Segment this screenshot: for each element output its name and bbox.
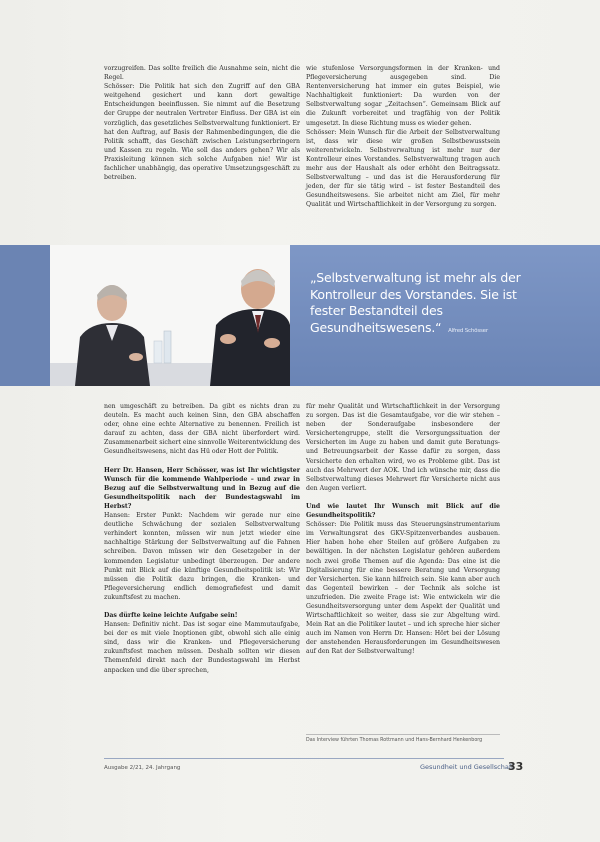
pull-quote-text: „Selbstverwaltung ist mehr als der Kontrolleur des Vorstandes. Sie ist fester Bestandteil des Gesundheitswesens.“ [310,270,521,335]
article-column-bottom-right [306,402,500,657]
caption-divider [306,734,500,735]
page-number: 33 [508,760,524,773]
paragraph: Schösser: Mein Wunsch für die Arbeit der Selbstverwaltung ist, dass wir diese wir großen Selbstbewusstsein weiterentwickeln. Selbstverwaltung ist mehr nur der Kontrolleur eines Vorstandes. Selbstverwaltung tragen auch mehr aus der Haushalt als oder erhöht den Beitragssatz. Selbstverwaltung – und das ist die Herausforderung für jeden, der für sie tätig wird – ist fester Bestandteil des Gesundheitswesens. Sie arbeitet nicht am Ziel, für mehr Qualität und Wirtschaftlichkeit in der Versorgung zu sorgen. [306,128,500,209]
interview-question: Und wie lautet Ihr Wunsch mit Blick auf die Gesundheitspolitik? [306,502,500,520]
article-column-bottom-left [104,402,300,675]
interview-answer: Schösser: Die Politik muss das Steuerungsinstrumentarium im Verwaltungsrat des GKV-Spitzenverbandes ausbauen. Hier haben hohe eher Steilen auf größere Aufgaben zu bewältigen. In der nächsten Legislatur gehören außerdem noch zwei große Themen auf die Agenda: Das eine ist die Digitalisierung für eine bessere Beratung und Versorgung der Versicherten. Sie kann hilfreich sein. Sie kann aber auch das Gegenteil bewirken – der Technik als solche ist unzufrieden. Die zweite Frage ist: Wie entwickeln wir die Gesundheitsversorgung unter dem Aspekt der Qualität und Wirtschaftlichkeit so weiter, dass sie zur Abgeltung wird. Mein Rat an die Politiker lautet – und ich spreche hier sicher auch im Namen von Herrn Dr. Hansen: Hört bei der Lösung der anstehenden Herausforderungen im Gesundheitswesen auf den Rat der Selbstverwaltung! [306,521,500,656]
interview-photo-illustration [50,245,290,386]
paragraph: Schösser: Die Politik hat sich den Zugriff auf den GBA weitgehend gesichert und kann dort gewaltige Entscheidungen beeinflussen. Sie nimmt auf die Besetzung der Gruppe der neutralen Vertreter Einfluss. Der GBA ist ein vorzüglich, das gesetzliches Selbstverwaltung funktioniert. Er hat den Auftrag, auf Basis der Rahmenbedingungen, die die Politik schafft, das Geschäft zwischen Leistungserbringern und Kassen zu regeln. Wie soll das anders gehen? Wir als Praxisleitung können sich solche Aufgaben nie! Wir ist fachlicher unabhängig, das operative Umsetzungsgeschäft zu betreiben. [104,83,300,182]
paragraph: wie stufenlose Versorgungsformen in der Kranken- und Pflegeversicherung ausgegeben sind. Die Rentenversicherung hat immer ein gutes Beispiel, wie Nachhaltigkeit funktioniert: Da wurden von der Selbstverwaltung sogar „Zeitachsen“. Gemeinsam Blick auf die Zukunft vorbereitet und tragfähig von der Politik umgesetzt. In diese Richtung muss es wieder gehen. [306,65,500,127]
interview-question: Das dürfte keine leichte Aufgabe sein! [104,611,238,619]
issue-info: Ausgabe 2/21, 24. Jahrgang [104,765,181,771]
article-column-top-left [104,64,300,182]
paragraph: nen umgeschäft zu betreiben. Da gibt es nichts dran zu deuteln. Es macht auch keinen Sinn, den GBA abschaffen oder, ohne eine echte Alternative zu benennen. Freilich ist darauf zu achten, dass der GBA nicht überfordert wird. Zusammenarbeit sichert eine sinnvolle Weiterentwicklung des Gesundheitswesens, nicht das Hü oder Hott der Politik. [104,403,300,456]
magazine-title: Gesundheit und Gesellschaft [420,763,514,771]
footer-divider [104,758,504,759]
interview-photo [50,245,290,386]
interview-question: Herr Dr. Hansen, Herr Schösser, was ist Ihr wichtigster Wunsch für die kommende Wahlperiode – und zwar in Bezug auf die Selbstverwaltung und in Bezug auf die Gesundheitspolitik nach der Bundestagswahl im Herbst? [104,466,300,510]
interview-answer: Hansen: Erster Punkt: Nachdem wir gerade nur eine deutliche Schwächung der sozialen Selbstverwaltung verhindert konnten, müssen wir nun jetzt wieder eine nachhaltige Stärkung der Selbstverwaltung auf die Fahnen schreiben. Davon müssen wir den Gesetzgeber in der kommenden Legislatur unbedingt überzeugen. Der andere Punkt mit Blick auf die künftige Gesundheitspolitik ist: Wir müssen die Politik dazu bringen, die Kranken- und Pflegeversicherung endlich demografiefest und damit zukunftsfest zu machen. [104,512,300,601]
pull-quote-attribution: Alfred Schösser [448,327,488,334]
paragraph: vorzugreifen. Das sollte freilich die Ausnahme sein, nicht die Regel. [104,65,300,82]
pull-quote [310,270,550,339]
paragraph: für mehr Qualität und Wirtschaftlichkeit in der Versorgung zu sorgen. Das ist die Gesamtaufgabe, vor die wir stehen – neben der Sonderaufgabe insbesondere der Versichertengruppe, stellt die Versorgungssituation der Versicherten im Auge zu haben und damit gute Beratungs- und Betreuungsarbeit der Kasse dafür zu sorgen, dass Versicherte den erhalten wird, wo es Probleme gibt. Das ist auch das Mehrwert der AOK. Und ich wünsche mir, dass die Selbstverwaltung dieses Mehrwert für Versicherte nicht aus den Augen verliert. [306,403,500,492]
interview-credit: Das Interview führten Thomas Rottmann und Hans-Bernhard Henkenborg [306,738,483,743]
article-column-top-right [306,64,500,210]
interview-answer: Hansen: Definitiv nicht. Das ist sogar eine Mammutaufgabe, bei der es mit viele Inoptionen gibt, obwohl sich alle einig sind, dass wir die Kranken- und Pflegeversicherung zukunftsfest machen müssen. Deshalb sollten wir diesen Themenfeld direkt nach der Bundestagswahl im Herbst anpacken und die über sprechen, [104,621,300,674]
